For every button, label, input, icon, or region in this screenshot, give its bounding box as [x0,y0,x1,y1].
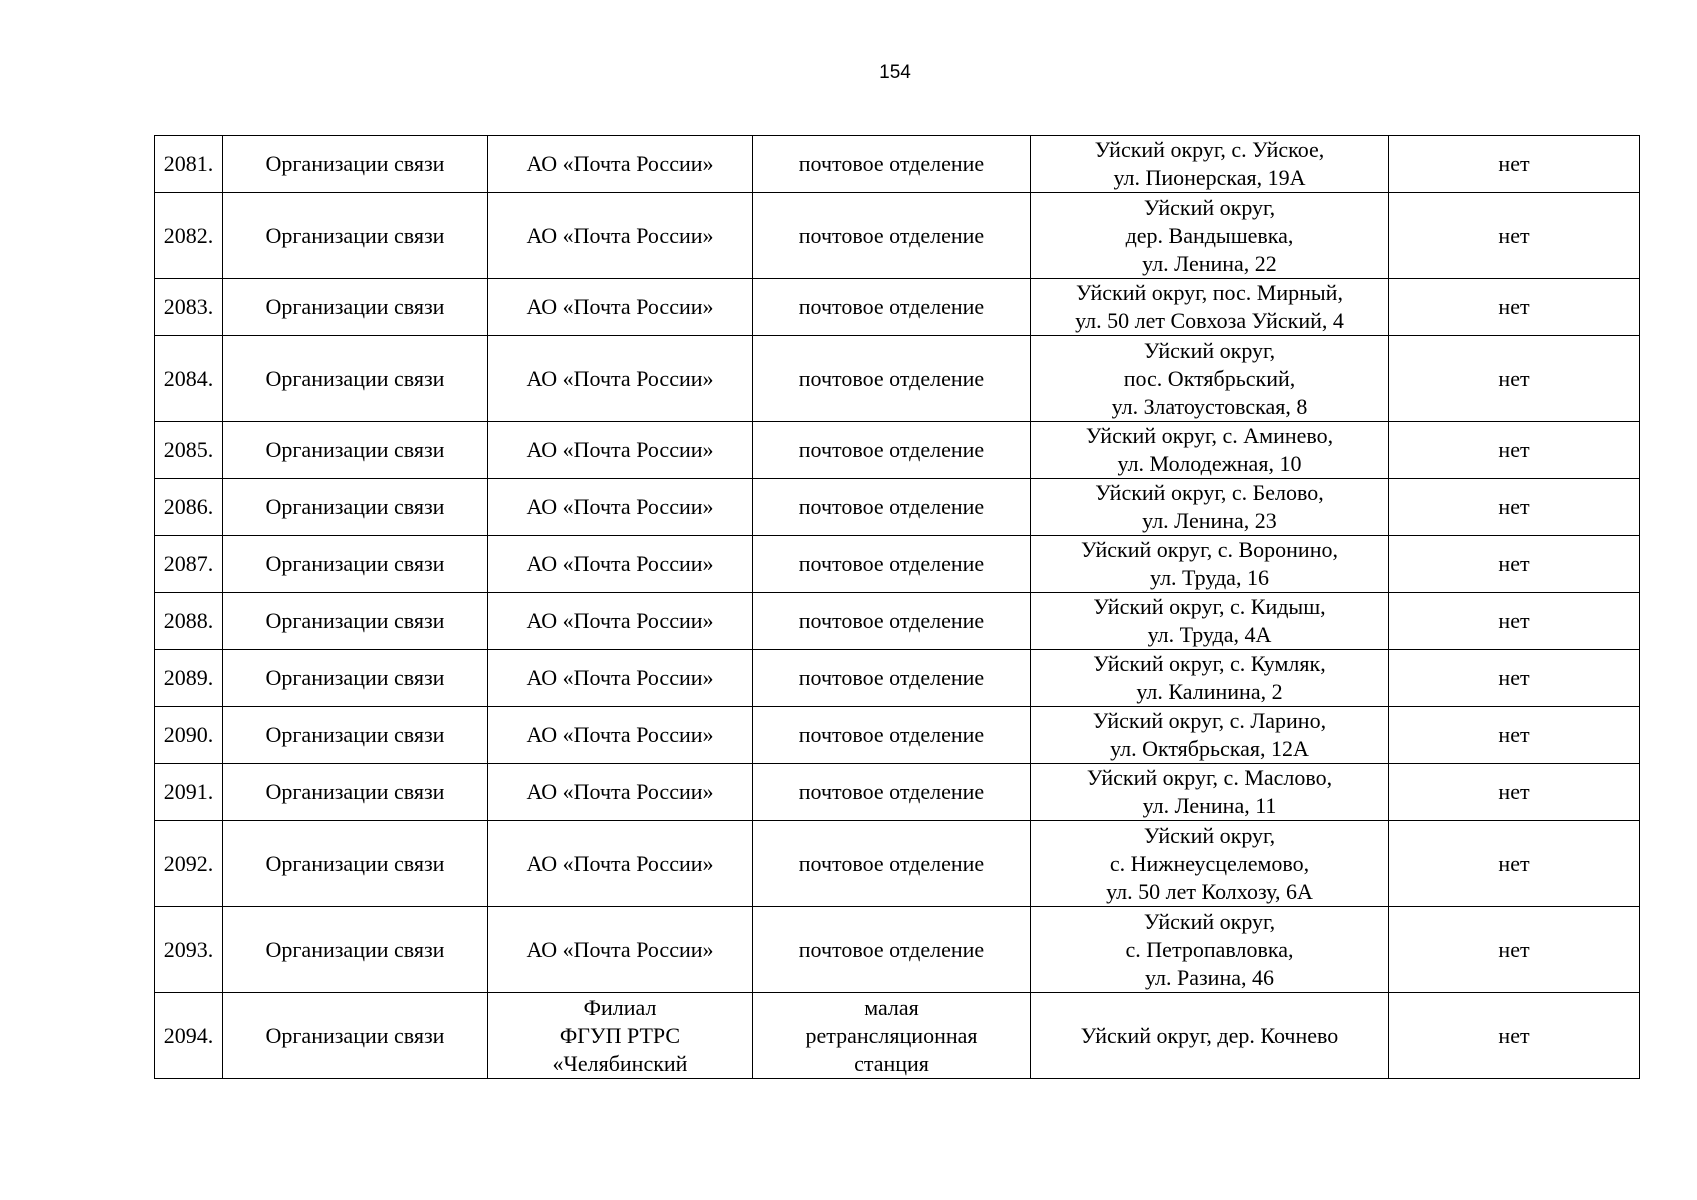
table-body [155,136,1640,1079]
address-cell: Уйский округ, дер. Вандышевка, ул. Ленина, 22 [1031,193,1389,279]
table-row [155,650,1640,707]
facility-type-cell: почтовое отделение [753,479,1031,536]
address-cell: Уйский округ, с. Нижнеусцелемово, ул. 50 лет Колхозу, 6А [1031,821,1389,907]
facility-type-cell: почтовое отделение [753,907,1031,993]
facility-type-cell: почтовое отделение [753,593,1031,650]
row-number-cell: 2085. [155,422,223,479]
table-row [155,536,1640,593]
category-cell: Организации связи [223,479,488,536]
category-cell: Организации связи [223,422,488,479]
address-cell: Уйский округ, с. Ларино, ул. Октябрьская, 12А [1031,707,1389,764]
status-cell: нет [1389,650,1640,707]
status-cell: нет [1389,422,1640,479]
table-row [155,279,1640,336]
facility-type-cell: почтовое отделение [753,764,1031,821]
row-number-cell: 2088. [155,593,223,650]
status-cell: нет [1389,479,1640,536]
category-cell: Организации связи [223,136,488,193]
category-cell: Организации связи [223,279,488,336]
address-cell: Уйский округ, дер. Кочнево [1031,993,1389,1079]
facility-type-cell: почтовое отделение [753,536,1031,593]
status-cell: нет [1389,907,1640,993]
facility-type-cell: малая ретрансляционная станция [753,993,1031,1079]
row-number-cell: 2086. [155,479,223,536]
row-number-cell: 2083. [155,279,223,336]
status-cell: нет [1389,593,1640,650]
organization-cell: АО «Почта России» [488,422,753,479]
status-cell: нет [1389,193,1640,279]
organization-cell: АО «Почта России» [488,593,753,650]
address-cell: Уйский округ, с. Белово, ул. Ленина, 23 [1031,479,1389,536]
status-cell: нет [1389,279,1640,336]
table-row [155,907,1640,993]
facilities-table [154,135,1640,1079]
category-cell: Организации связи [223,907,488,993]
table-row [155,993,1640,1079]
organization-cell: АО «Почта России» [488,764,753,821]
row-number-cell: 2087. [155,536,223,593]
organization-cell: АО «Почта России» [488,136,753,193]
row-number-cell: 2089. [155,650,223,707]
category-cell: Организации связи [223,707,488,764]
status-cell: нет [1389,136,1640,193]
facility-type-cell: почтовое отделение [753,136,1031,193]
organization-cell: АО «Почта России» [488,907,753,993]
table-row [155,707,1640,764]
address-cell: Уйский округ, с. Воронино, ул. Труда, 16 [1031,536,1389,593]
category-cell: Организации связи [223,764,488,821]
address-cell: Уйский округ, с. Аминево, ул. Молодежная, 10 [1031,422,1389,479]
organization-cell: АО «Почта России» [488,650,753,707]
facility-type-cell: почтовое отделение [753,193,1031,279]
status-cell: нет [1389,536,1640,593]
table-row [155,593,1640,650]
address-cell: Уйский округ, с. Петропавловка, ул. Разина, 46 [1031,907,1389,993]
row-number-cell: 2091. [155,764,223,821]
organization-cell: Филиал ФГУП РТРС «Челябинский [488,993,753,1079]
page-number: 154 [879,62,911,83]
organization-cell: АО «Почта России» [488,821,753,907]
table-row [155,764,1640,821]
table-row [155,193,1640,279]
category-cell: Организации связи [223,336,488,422]
category-cell: Организации связи [223,193,488,279]
status-cell: нет [1389,821,1640,907]
facility-type-cell: почтовое отделение [753,336,1031,422]
address-cell: Уйский округ, с. Кидыш, ул. Труда, 4А [1031,593,1389,650]
address-cell: Уйский округ, с. Маслово, ул. Ленина, 11 [1031,764,1389,821]
facility-type-cell: почтовое отделение [753,422,1031,479]
address-cell: Уйский округ, пос. Октябрьский, ул. Златоустовская, 8 [1031,336,1389,422]
address-cell: Уйский округ, с. Кумляк, ул. Калинина, 2 [1031,650,1389,707]
facility-type-cell: почтовое отделение [753,821,1031,907]
row-number-cell: 2081. [155,136,223,193]
organization-cell: АО «Почта России» [488,536,753,593]
category-cell: Организации связи [223,993,488,1079]
row-number-cell: 2092. [155,821,223,907]
row-number-cell: 2090. [155,707,223,764]
row-number-cell: 2094. [155,993,223,1079]
table-row [155,479,1640,536]
status-cell: нет [1389,336,1640,422]
table-row [155,821,1640,907]
category-cell: Организации связи [223,593,488,650]
address-cell: Уйский округ, с. Уйское, ул. Пионерская, 19А [1031,136,1389,193]
row-number-cell: 2082. [155,193,223,279]
row-number-cell: 2093. [155,907,223,993]
organization-cell: АО «Почта России» [488,193,753,279]
category-cell: Организации связи [223,650,488,707]
organization-cell: АО «Почта России» [488,479,753,536]
facility-type-cell: почтовое отделение [753,707,1031,764]
organization-cell: АО «Почта России» [488,279,753,336]
status-cell: нет [1389,764,1640,821]
table-row [155,136,1640,193]
address-cell: Уйский округ, пос. Мирный, ул. 50 лет Совхоза Уйский, 4 [1031,279,1389,336]
facility-type-cell: почтовое отделение [753,650,1031,707]
facility-type-cell: почтовое отделение [753,279,1031,336]
category-cell: Организации связи [223,536,488,593]
category-cell: Организации связи [223,821,488,907]
status-cell: нет [1389,707,1640,764]
row-number-cell: 2084. [155,336,223,422]
organization-cell: АО «Почта России» [488,707,753,764]
table-row [155,336,1640,422]
organization-cell: АО «Почта России» [488,336,753,422]
status-cell: нет [1389,993,1640,1079]
table-row [155,422,1640,479]
